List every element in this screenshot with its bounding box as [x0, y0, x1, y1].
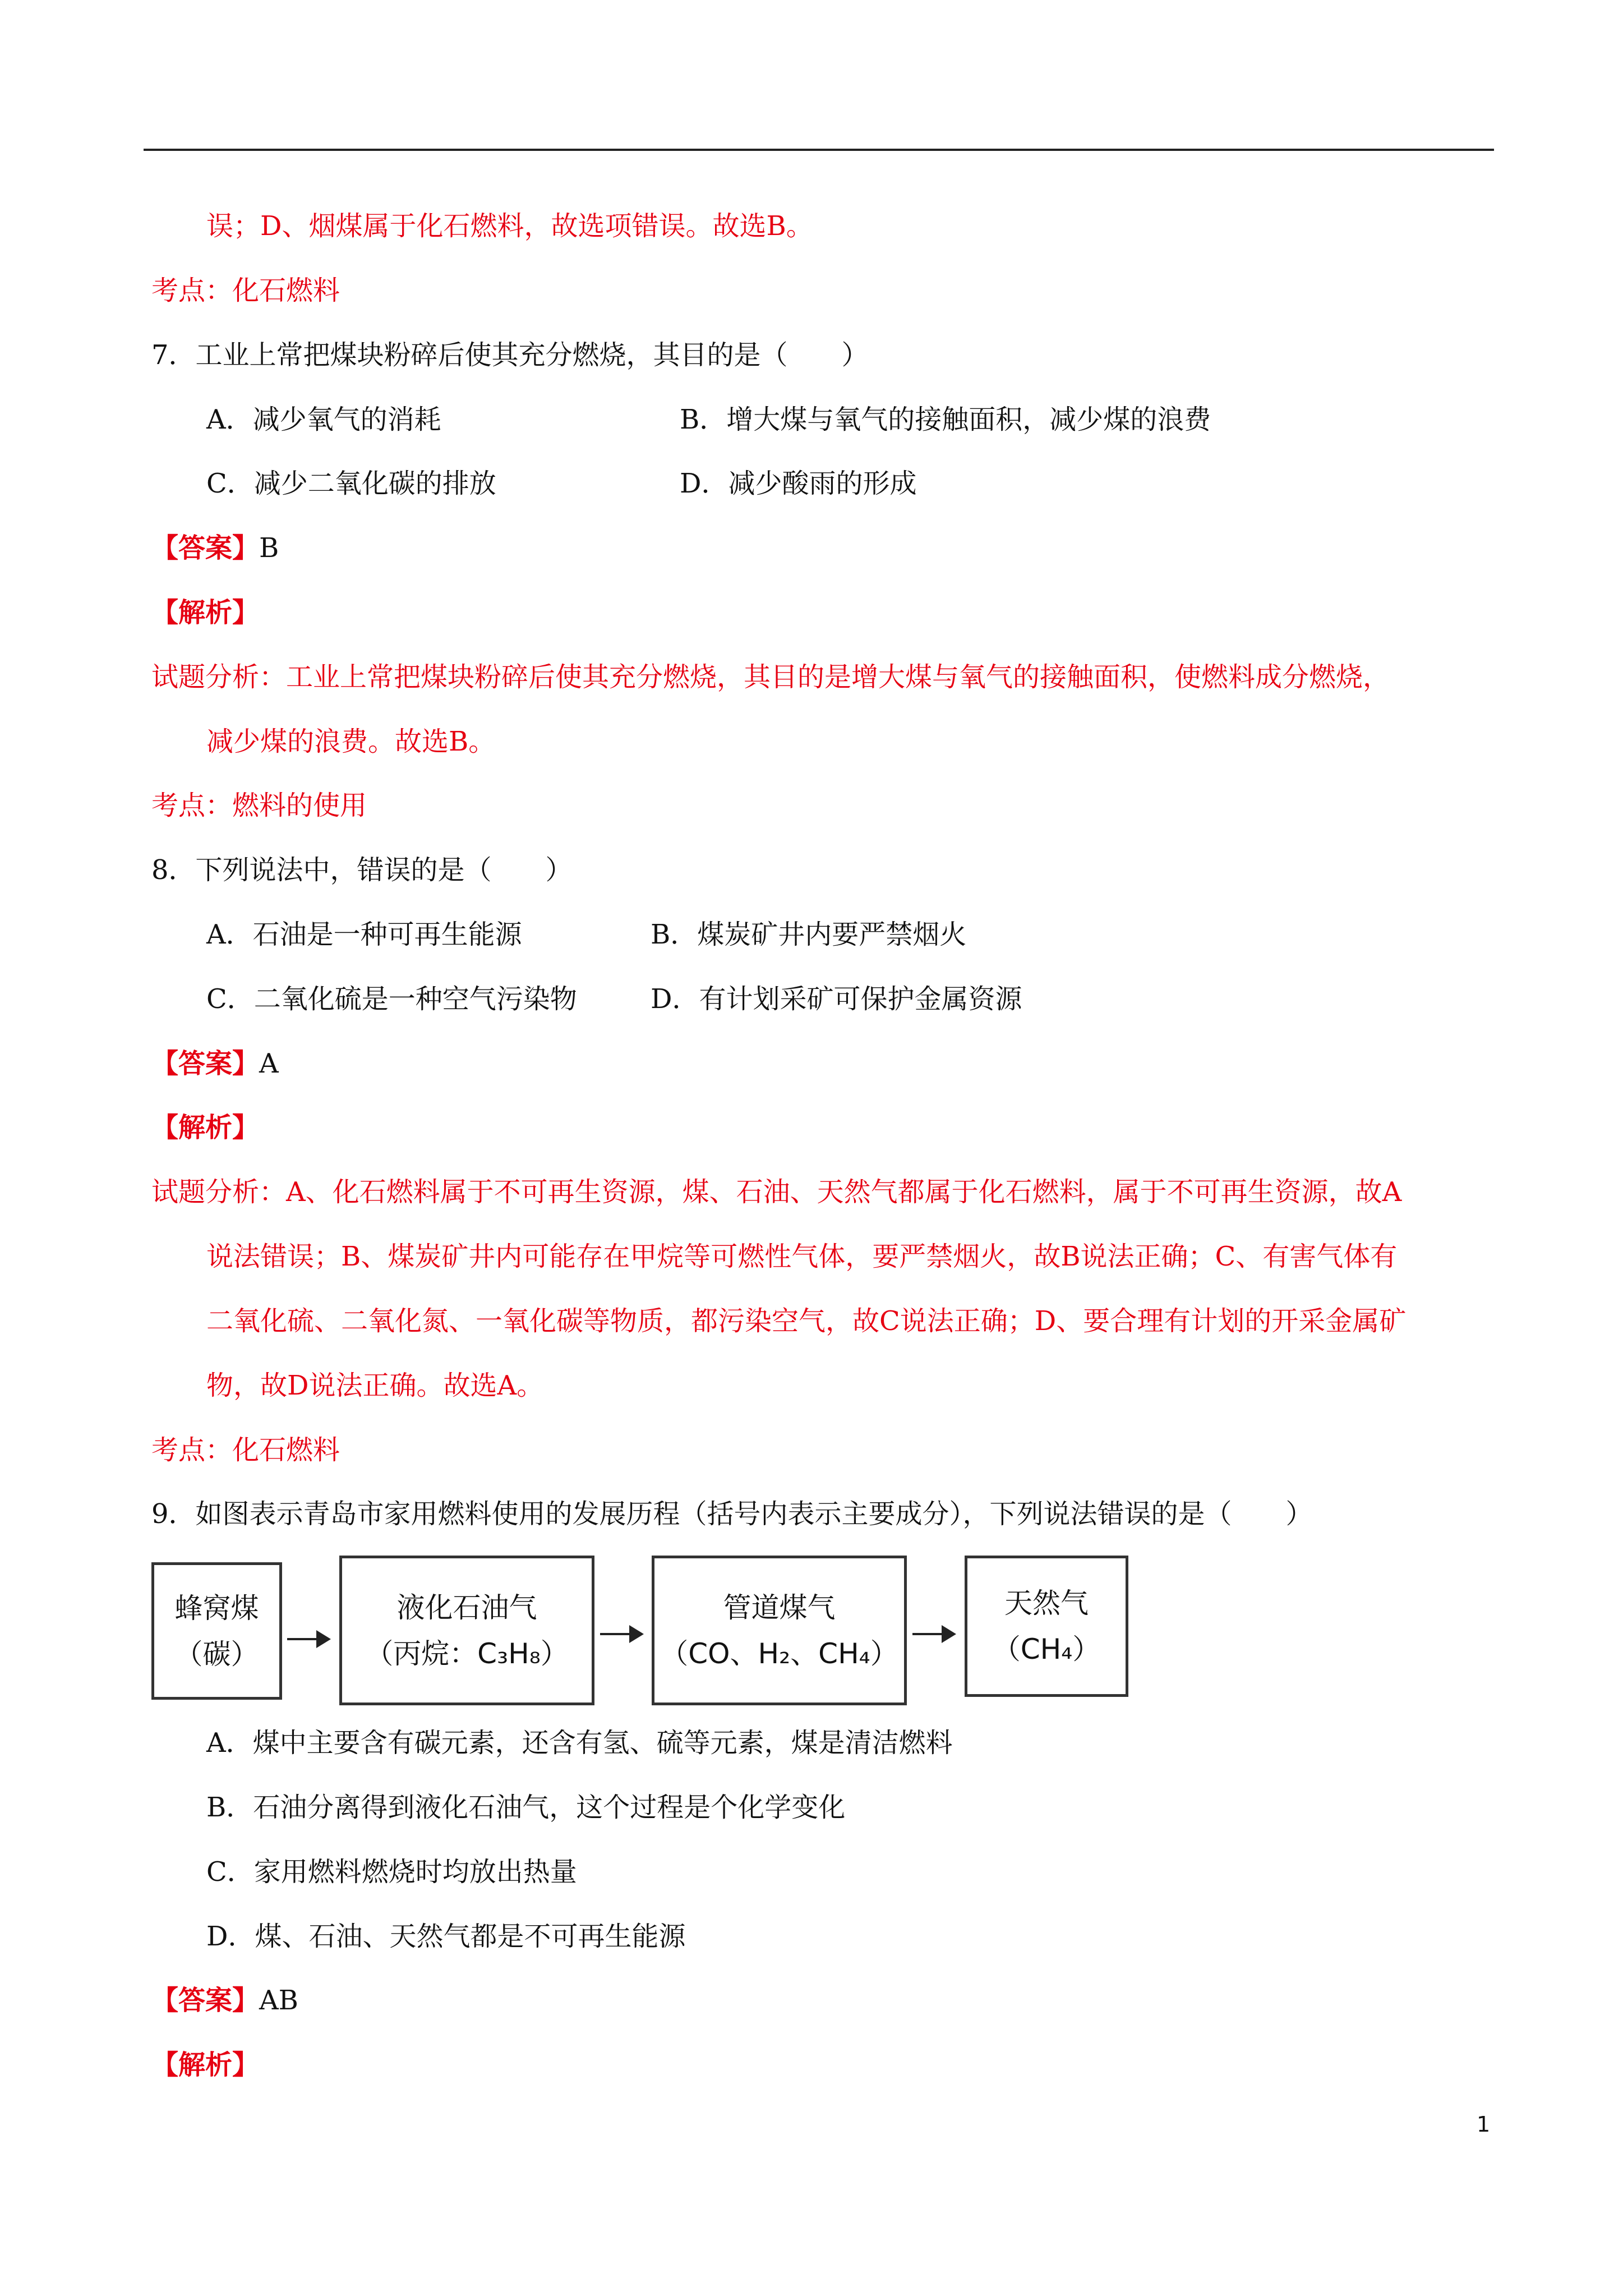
analysis-label-7: 【解析】: [151, 597, 260, 628]
flow-box-composition: （丙烷：C₃H₈）: [365, 1637, 569, 1670]
option-9c: C．家用燃料燃烧时均放出热量: [206, 1856, 577, 1888]
topic-7: 考点：燃料的使用: [151, 790, 367, 821]
answer-8: 【答案】A: [151, 1048, 279, 1079]
topic-8: 考点：化石燃料: [151, 1434, 340, 1466]
option-8a: A．石油是一种可再生能源: [206, 919, 522, 950]
analysis-7-line2: 减少煤的浪费。故选B。: [206, 726, 496, 757]
flow-box-lpg: [339, 1556, 594, 1705]
answer-7: 【答案】B: [151, 532, 279, 564]
answer-9: 【答案】AB: [151, 1985, 298, 2016]
option-9b: B．石油分离得到液化石油气，这个过程是个化学变化: [206, 1792, 846, 1823]
flow-box-natural-gas: [965, 1556, 1128, 1697]
option-8c: C．二氧化硫是一种空气污染物: [206, 983, 577, 1015]
flow-arrow: [287, 1638, 328, 1640]
flow-box-title: 天然气: [1004, 1587, 1089, 1619]
flow-arrow: [912, 1633, 953, 1635]
question-9: 9．如图表示青岛市家用燃料使用的发展历程（括号内表示主要成分），下列说法错误的是（ ）: [151, 1498, 1313, 1530]
flow-box-composition: （CO、H₂、CH₄）: [660, 1637, 898, 1670]
analysis-8-line4: 物，故D说法正确。故选A。: [206, 1370, 544, 1401]
analysis-label-9: 【解析】: [151, 2049, 260, 2081]
flow-box-composition: （碳）: [174, 1637, 259, 1671]
analysis-8-line1: 试题分析：A、化石燃料属于不可再生资源，煤、石油、天然气都属于化石燃料，属于不可再生资源，故A: [151, 1176, 1402, 1208]
flow-box-honeycomb-coal: [151, 1562, 282, 1700]
analysis-label-8: 【解析】: [151, 1112, 260, 1143]
flow-box-title: 管道煤气: [723, 1591, 836, 1624]
question-7: 7．工业上常把煤块粉碎后使其充分燃烧，其目的是（ ）: [151, 339, 869, 371]
option-7d: D．减少酸雨的形成: [680, 468, 917, 499]
text-line: 误；D、烟煤属于化石燃料，故选项错误。故选B。: [206, 210, 813, 242]
flow-arrow: [600, 1633, 640, 1635]
option-7c: C．减少二氧化碳的排放: [206, 468, 496, 499]
option-7b: B．增大煤与氧气的接触面积，减少煤的浪费: [680, 404, 1211, 435]
analysis-7-line1: 试题分析：工业上常把煤块粉碎后使其充分燃烧，其目的是增大煤与氧气的接触面积，使燃料成分燃烧，: [151, 661, 1390, 693]
flow-box-title: 蜂窝煤: [174, 1591, 259, 1625]
option-7a: A．减少氧气的消耗: [206, 404, 441, 435]
option-8d: D．有计划采矿可保护金属资源: [651, 983, 1022, 1015]
option-8b: B．煤炭矿井内要严禁烟火: [651, 919, 967, 950]
question-8: 8．下列说法中，错误的是（ ）: [151, 854, 573, 886]
page-number: 1: [1477, 2112, 1491, 2137]
option-9a: A．煤中主要含有碳元素，还含有氢、硫等元素，煤是清洁燃料: [206, 1727, 953, 1759]
header-rule: [144, 149, 1494, 151]
analysis-8-line3: 二氧化硫、二氧化氮、一氧化碳等物质，都污染空气，故C说法正确；D、要合理有计划的开采金属矿: [206, 1305, 1407, 1337]
flow-box-pipeline-gas: [652, 1556, 907, 1705]
flow-box-title: 液化石油气: [396, 1591, 537, 1624]
option-9d: D．煤、石油、天然气都是不可再生能源: [206, 1921, 686, 1952]
flow-box-composition: （CH₄）: [992, 1633, 1101, 1665]
analysis-8-line2: 说法错误；B、煤炭矿井内可能存在甲烷等可燃性气体，要严禁烟火，故B说法正确；C、有害气体有: [206, 1241, 1398, 1272]
topic-line: 考点：化石燃料: [151, 275, 340, 306]
